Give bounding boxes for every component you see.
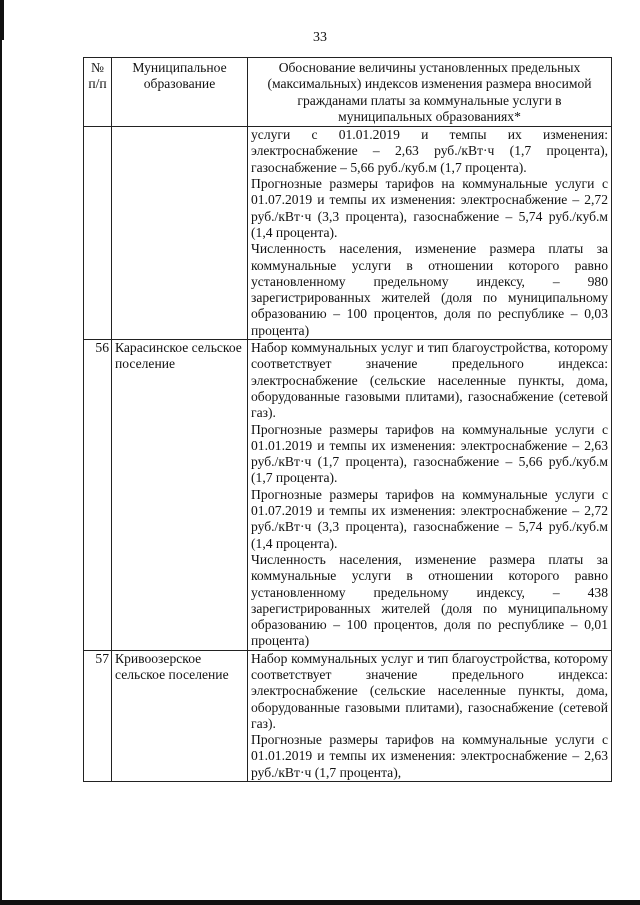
header-description: Обоснование величины установленных предельных (максимальных) индексов изменения размера вносимой гражданами платы за коммунальные услуги в муниципальных образованиях* xyxy=(248,58,612,127)
row-municipality: Карасинское сельское поселение xyxy=(112,340,248,651)
description-paragraph: услуги с 01.01.2019 и темпы их изменения: электроснабжение – 2,63 руб./кВт·ч (1,7 процента), газоснабжение – 5,66 руб./куб.м (1,7 процента). xyxy=(251,127,608,175)
row-municipality: Кривоозерское сельское поселение xyxy=(112,650,248,781)
page-number: 33 xyxy=(313,30,327,45)
description-paragraph: Прогнозные размеры тарифов на коммунальные услуги с 01.01.2019 и темпы их изменения: электроснабжение – 2,63 руб./кВт·ч (1,7 процента), xyxy=(251,732,608,780)
description-paragraph: Набор коммунальных услуг и тип благоустройства, которому соответствует значение предельного индекса: электроснабжение (сельские населенные пункты, дома, оборудованные газовыми плитами), газоснабжение (сетевой газ). xyxy=(251,650,608,731)
row-municipality xyxy=(112,127,248,340)
description-paragraph: Численность населения, изменение размера платы за коммунальные услуги в отношении которого равно установленному предельному индексу, – 438 зарегистрированных жителей (доля по муниципальному образованию – 100 процентов, доля по республике – 0,01 процента) xyxy=(251,551,608,649)
row-num: 57 xyxy=(84,650,112,781)
row-num xyxy=(84,127,112,340)
table-header-row xyxy=(84,58,612,127)
description-paragraph: Прогнозные размеры тарифов на коммунальные услуги с 01.07.2019 и темпы их изменения: электроснабжение – 2,72 руб./кВт·ч (3,3 процента), газоснабжение – 5,74 руб./куб.м (1,4 процента). xyxy=(251,176,608,240)
header-municipality: Муниципальное образование xyxy=(112,58,248,127)
row-num: 56 xyxy=(84,340,112,651)
table-row xyxy=(84,340,612,651)
row-description xyxy=(248,127,612,340)
row-description xyxy=(248,650,612,781)
scan-edge-corner xyxy=(0,0,4,40)
scan-edge-left xyxy=(0,0,2,905)
description-paragraph: Прогнозные размеры тарифов на коммунальные услуги с 01.07.2019 и темпы их изменения: электроснабжение – 2,72 руб./кВт·ч (3,3 процента), газоснабжение – 5,74 руб./куб.м (1,4 процента). xyxy=(251,486,608,551)
row-description xyxy=(248,340,612,651)
description-paragraph: Набор коммунальных услуг и тип благоустройства, которому соответствует значение предельного индекса: электроснабжение (сельские населенные пункты, дома, оборудованные газовыми плитами), газоснабжение (сетевой газ). xyxy=(251,340,608,421)
table-row xyxy=(84,127,612,340)
table-row xyxy=(84,650,612,781)
description-paragraph: Прогнозные размеры тарифов на коммунальные услуги с 01.01.2019 и темпы их изменения: электроснабжение – 2,63 руб./кВт·ч (1,7 процента), газоснабжение – 5,66 руб./куб.м (1,7 процента). xyxy=(251,421,608,486)
description-paragraph: Численность населения, изменение размера платы за коммунальные услуги в отношении которого равно установленному предельному индексу, – 980 зарегистрированных жителей (доля по муниципальному образованию – 100 процентов, доля по республике – 0,03 процента) xyxy=(251,241,608,338)
tariff-index-table xyxy=(83,57,612,782)
header-num: № п/п xyxy=(84,58,112,127)
scan-edge-bottom xyxy=(0,900,640,905)
